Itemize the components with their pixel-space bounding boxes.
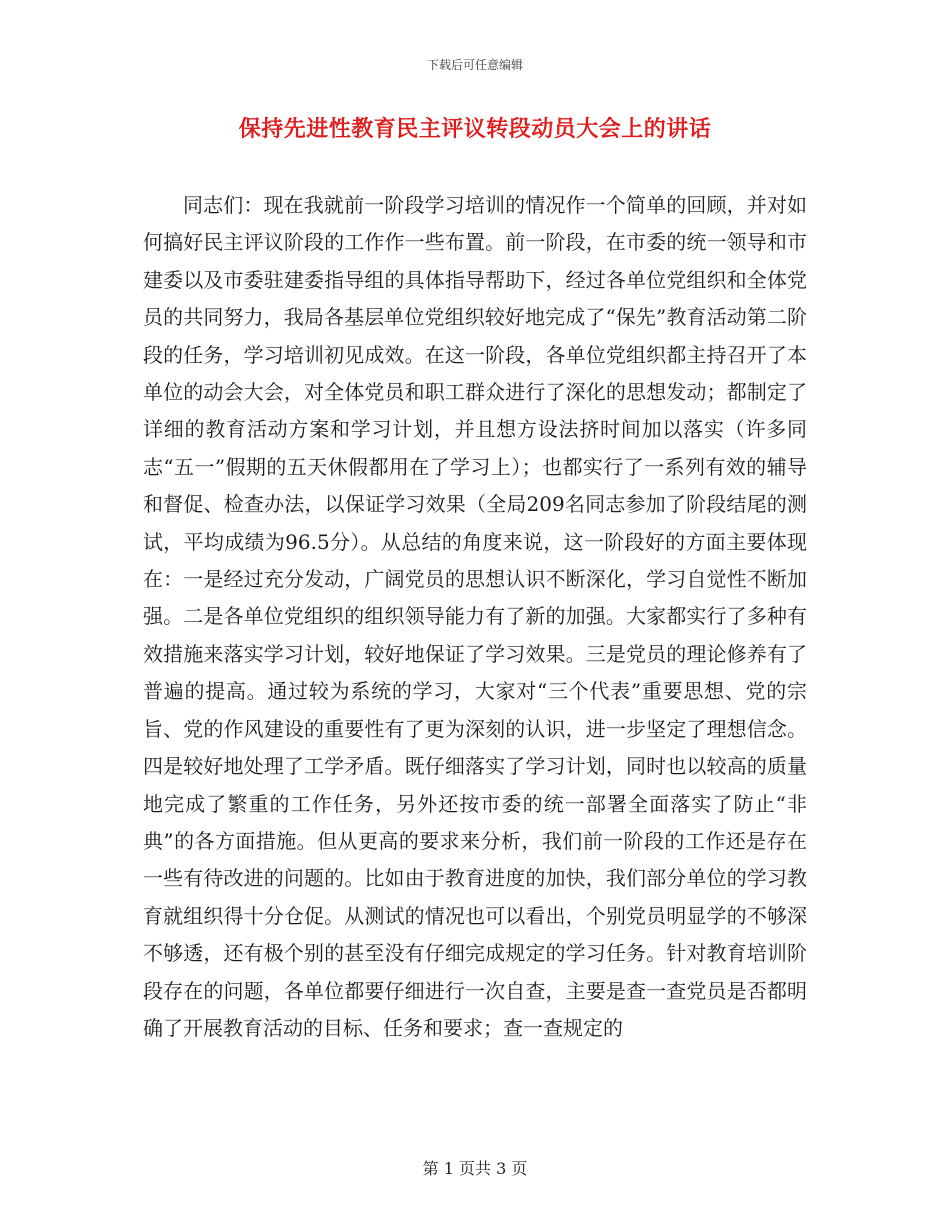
header-note: 下载后可任意编辑 bbox=[426, 58, 523, 72]
document-title: 保持先进性教育民主评议转段动员大会上的讲话 bbox=[238, 116, 712, 142]
page-indicator: 第 1 页共 3 页 bbox=[422, 1159, 528, 1178]
body-paragraph: 同志们：现在我就前一阶段学习培训的情况作一个简单的回顾，并对如何搞好民主评议阶段的工作作一些布置。前一阶段，在市委的统一领导和市建委以及市委驻建委指导组的具体指导帮助下，经过各单位党组织和全体党员的共同努力，我局各基层单位党组织较好地完成了“保先”教育活动第二阶段的任务，学习培训初见成效。在这一阶段，各单位党组织都主持召开了本单位的动会大会，对全体党员和职工群众进行了深化的思想发动；都制定了详细的教育活动方案和学习计划，并且想方设法挤时间加以落实（许多同志“五一”假期的五天休假都用在了学习上）；也都实行了一系列有效的辅导和督促、检查办法，以保证学习效果（全局209名同志参加了阶段结尾的测试，平均成绩为96.5分）。从总结的角度来说，这一阶段好的方面主要体现在：一是经过充分发动，广阔党员的思想认识不断深化，学习自觉性不断加强。二是各单位党组织的组织领导能力有了新的加强。大家都实行了多种有效措施来落实学习计划，较好地保证了学习效果。三是党员的理论修养有了普遍的提高。通过较为系统的学习，大家对“三个代表”重要思想、党的宗旨、党的作风建设的重要性有了更为深刻的认识，进一步坚定了理想信念。四是较好地处理了工学矛盾。既仔细落实了学习计划，同时也以较高的质量地完成了繁重的工作任务，另外还按市委的统一部署全面落实了防止“非典”的各方面措施。但从更高的要求来分析，我们前一阶段的工作还是存在一些有待改进的问题的。比如由于教育进度的加快，我们部分单位的学习教育就组织得十分仓促。从测试的情况也可以看出，个别党员明显学的不够深不够透，还有极个别的甚至没有仔细完成规定的学习任务。针对教育培训阶段存在的问题，各单位都要仔细进行一次自查，主要是查一查党员是否都明确了开展教育活动的目标、任务和要求；查一查规定的 bbox=[143, 193, 807, 1040]
